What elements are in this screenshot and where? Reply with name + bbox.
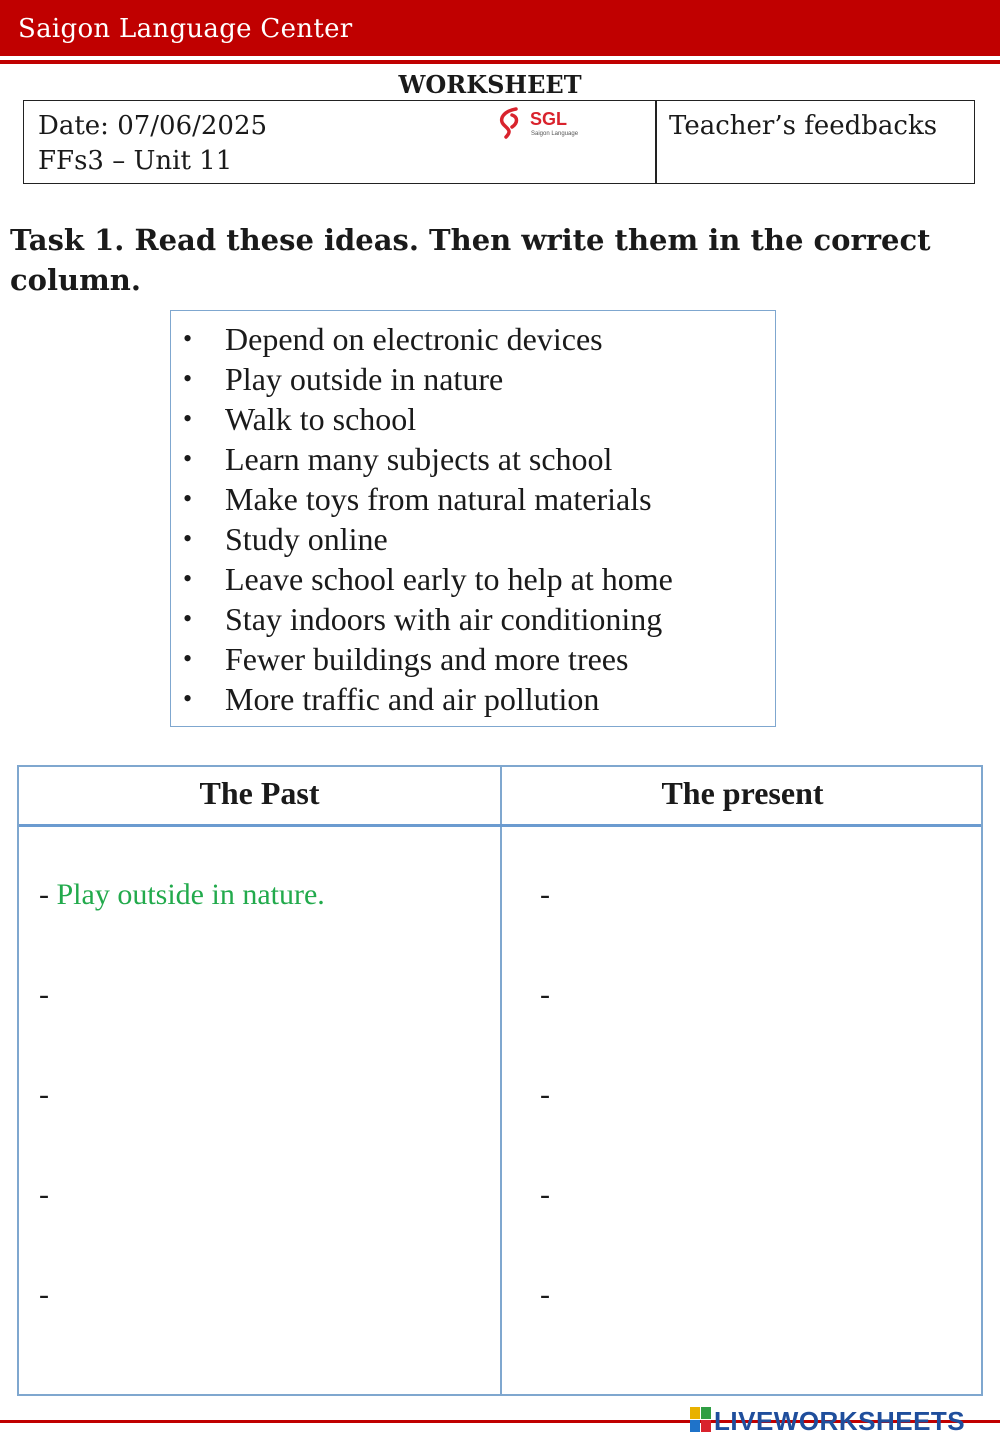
answer-dash: - — [540, 1078, 550, 1111]
idea-item — [171, 639, 775, 679]
bullet-icon: • — [183, 604, 193, 633]
bullet-icon: • — [183, 484, 193, 513]
info-box — [23, 100, 975, 184]
past-answer-slot[interactable] — [39, 1075, 49, 1115]
bullet-icon: • — [183, 324, 193, 353]
idea-text: More traffic and air pollution — [225, 681, 600, 717]
past-answer-slot[interactable] — [39, 975, 49, 1015]
idea-item — [171, 359, 775, 399]
bullet-icon: • — [183, 564, 193, 593]
sorting-table — [17, 765, 983, 1396]
answer-dash: - — [540, 1278, 550, 1311]
bullet-icon: • — [183, 404, 193, 433]
answer-dash: - — [39, 1178, 49, 1211]
liveworksheets-logo-icon — [690, 1407, 712, 1433]
header-bar — [0, 0, 1000, 56]
present-answer-slot[interactable] — [540, 1075, 550, 1115]
present-answer-slot[interactable] — [540, 975, 550, 1015]
idea-text: Learn many subjects at school — [225, 441, 613, 477]
answer-dash: - — [39, 978, 49, 1011]
idea-text: Play outside in nature — [225, 361, 504, 397]
bullet-icon: • — [183, 684, 193, 713]
idea-text: Walk to school — [225, 401, 417, 437]
column-divider — [500, 767, 502, 1394]
bullet-icon: • — [183, 524, 193, 553]
idea-item — [171, 679, 775, 719]
idea-item — [171, 519, 775, 559]
sgl-logo-subtext: Saigon Language — [531, 131, 579, 137]
answer-dash: - — [540, 1178, 550, 1211]
answer-dash: - — [540, 878, 550, 911]
answer-dash: - — [39, 1278, 49, 1311]
idea-text: Stay indoors with air conditioning — [225, 601, 663, 637]
sgl-logo-text: SGL — [530, 109, 568, 129]
unit-label: FFs3 – Unit 11 — [38, 146, 233, 176]
worksheet-title: WORKSHEET — [398, 70, 582, 99]
teacher-feedback-label: Teacher’s feedbacks — [669, 111, 938, 141]
past-answer-slot[interactable] — [39, 1275, 49, 1315]
present-answer-slot[interactable] — [540, 1275, 550, 1315]
past-answer-text[interactable]: Play outside in nature. — [56, 878, 325, 911]
date-label: Date: 07/06/2025 — [38, 111, 268, 141]
header-row-divider — [19, 824, 981, 827]
center-name: Saigon Language Center — [18, 14, 353, 44]
liveworksheets-text: LIVEWORKSHEETS — [714, 1406, 966, 1436]
idea-item — [171, 399, 775, 439]
answer-dash: - — [39, 1078, 49, 1111]
idea-text: Depend on electronic devices — [225, 321, 603, 357]
sgl-logo — [494, 105, 594, 139]
column-header-present: The present — [661, 775, 824, 811]
ideas-list — [171, 311, 775, 719]
ideas-box — [170, 310, 776, 727]
sgl-logo-swoosh-icon — [502, 109, 517, 137]
answer-dash: - — [39, 878, 49, 911]
idea-item — [171, 319, 775, 359]
bullet-icon: • — [183, 364, 193, 393]
present-answer-slot[interactable] — [540, 875, 550, 915]
idea-text: Study online — [225, 521, 388, 557]
column-header-past: The Past — [199, 775, 320, 811]
idea-item — [171, 479, 775, 519]
idea-item — [171, 439, 775, 479]
past-answer-slot[interactable] — [39, 1175, 49, 1215]
idea-text: Make toys from natural materials — [225, 481, 652, 517]
bullet-icon: • — [183, 644, 193, 673]
idea-item — [171, 559, 775, 599]
info-box-divider — [655, 101, 657, 183]
present-answer-slot[interactable] — [540, 1175, 550, 1215]
past-answer-slot[interactable] — [39, 875, 325, 915]
idea-text: Leave school early to help at home — [225, 561, 673, 597]
task-instruction: Task 1. Read these ideas. Then write them in the correct column. — [10, 223, 931, 297]
idea-text: Fewer buildings and more trees — [225, 641, 629, 677]
idea-item — [171, 599, 775, 639]
header-divider — [0, 60, 1000, 64]
bullet-icon: • — [183, 444, 193, 473]
answer-dash: - — [540, 978, 550, 1011]
